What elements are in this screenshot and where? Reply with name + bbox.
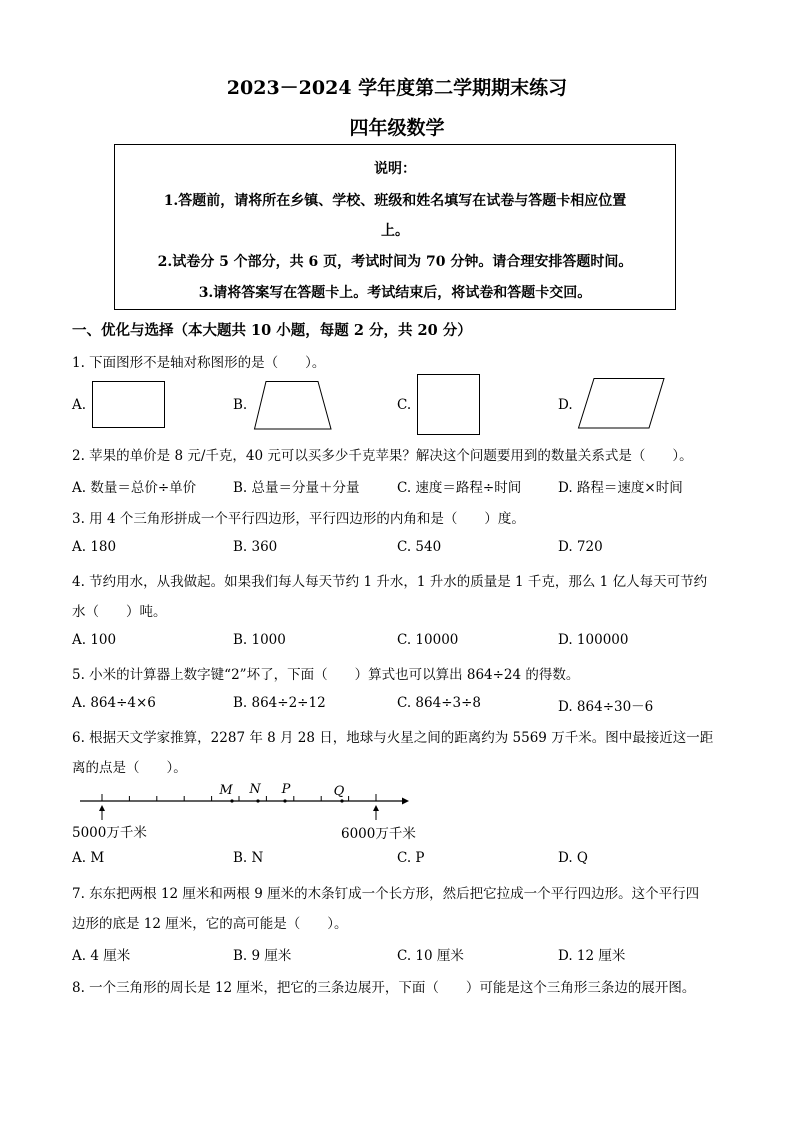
instruction-1: 1.答题前，请将所在乡镇、学校、班级和姓名填写在试卷与答题卡相应位置 — [163, 193, 627, 209]
point-q — [340, 799, 343, 802]
question-5: 5. 小米的计算器上数字键“2”坏了，下面（ ）算式也可以算出 864÷24 的得数。 — [72, 667, 580, 683]
q1-option-c-label: C. — [397, 397, 412, 413]
q4-option-a: A. 100 — [72, 632, 117, 648]
q2-option-c: C. 速度＝路程÷时间 — [397, 480, 522, 496]
exam-title: 2023－2024 学年度第二学期期末练习 — [226, 77, 568, 99]
q6-number-line — [80, 780, 410, 820]
question-2: 2. 苹果的单价是 8 元/千克，40 元可以买多少千克苹果？解决这个问题要用到的数量关系式是（ ）。 — [72, 448, 693, 464]
q6-option-c: C. P — [397, 850, 425, 866]
point-label-p: P — [281, 782, 291, 797]
q1-option-d-label: D. — [558, 397, 573, 413]
number-line-end-label: 6000万千米 — [341, 826, 416, 842]
q6-option-d: D. Q — [558, 850, 588, 866]
q3-option-a: A. 180 — [72, 539, 117, 555]
question-7-cont: 边形的底是 12 厘米，它的高可能是（ ）。 — [72, 916, 348, 932]
number-line-arrow-icon — [402, 798, 409, 805]
q4-option-d: D. 100000 — [558, 632, 629, 648]
q6-option-a: A. M — [72, 850, 105, 866]
q3-option-d: D. 720 — [558, 539, 603, 555]
q5-option-b: B. 864÷2÷12 — [233, 695, 326, 711]
instruction-2: 2.试卷分 5 个部分，共 6 页，考试时间为 70 分钟。请合理安排答题时间。 — [157, 254, 633, 270]
question-4-cont: 水（ ）吨。 — [72, 604, 167, 620]
q2-option-a: A. 数量＝总价÷单价 — [72, 480, 197, 496]
start-pointer-arrow-icon — [99, 805, 105, 811]
section-heading: 一、优化与选择（本大题共 10 小题，每题 2 分，共 20 分） — [72, 322, 472, 339]
question-1: 1. 下面图形不是轴对称图形的是（ ）。 — [72, 355, 326, 371]
question-8: 8. 一个三角形的周长是 12 厘米，把它的三条边展开，下面（ ）可能是这个三角形三条边的展开图。 — [72, 980, 696, 996]
q1-shape-square — [417, 374, 481, 436]
q7-option-b: B. 9 厘米 — [233, 948, 292, 964]
point-n — [256, 799, 259, 802]
instructions-heading: 说明： — [374, 161, 416, 177]
q1-shape-rectangle — [92, 381, 166, 429]
q6-option-b: B. N — [233, 850, 264, 866]
q1-shape-trapezoid — [254, 381, 332, 431]
point-label-m: M — [219, 783, 233, 798]
instructions-box — [114, 144, 676, 310]
instruction-1-cont: 上。 — [381, 223, 409, 239]
q4-option-b: B. 1000 — [233, 632, 286, 648]
exam-subtitle: 四年级数学 — [349, 117, 445, 139]
number-line-start-label: 5000万千米 — [72, 825, 147, 841]
question-3: 3. 用 4 个三角形拼成一个平行四边形，平行四边形的内角和是（ ）度。 — [72, 511, 525, 527]
instruction-3: 3.请将答案写在答题卡上。考试结束后，将试卷和答题卡交回。 — [198, 285, 592, 301]
q7-option-a: A. 4 厘米 — [72, 948, 131, 964]
question-7: 7. 东东把两根 12 厘米和两根 9 厘米的木条钉成一个长方形，然后把它拉成一个平行四边形。这个平行四 — [72, 886, 700, 902]
q2-option-b: B. 总量＝分量＋分量 — [233, 480, 360, 496]
end-pointer-arrow-icon — [373, 805, 379, 811]
q1-option-b-label: B. — [233, 397, 248, 413]
point-label-q: Q — [333, 784, 345, 799]
q5-option-a: A. 864÷4×6 — [72, 695, 156, 711]
q1-shape-parallelogram — [578, 378, 666, 430]
q4-option-c: C. 10000 — [397, 632, 459, 648]
question-6-cont: 离的点是（ ）。 — [72, 760, 187, 776]
q3-option-b: B. 360 — [233, 539, 278, 555]
question-4: 4. 节约用水，从我做起。如果我们每人每天节约 1 升水，1 升水的质量是 1 千克，那么 1 亿人每天可节约 — [72, 574, 708, 590]
q3-option-c: C. 540 — [397, 539, 442, 555]
q5-option-c: C. 864÷3÷8 — [397, 695, 481, 711]
q5-option-d: D. 864÷30－6 — [558, 699, 654, 715]
point-m — [230, 799, 233, 802]
point-label-n: N — [249, 782, 261, 797]
point-p — [283, 799, 286, 802]
q1-option-a-label: A. — [72, 397, 87, 413]
q7-option-d: D. 12 厘米 — [558, 948, 626, 964]
q7-option-c: C. 10 厘米 — [397, 948, 464, 964]
question-6: 6. 根据天文学家推算，2287 年 8 月 28 日，地球与火星之间的距离约为 5569 万千米。图中最接近这一距 — [72, 730, 714, 746]
q2-option-d: D. 路程＝速度×时间 — [558, 480, 683, 496]
